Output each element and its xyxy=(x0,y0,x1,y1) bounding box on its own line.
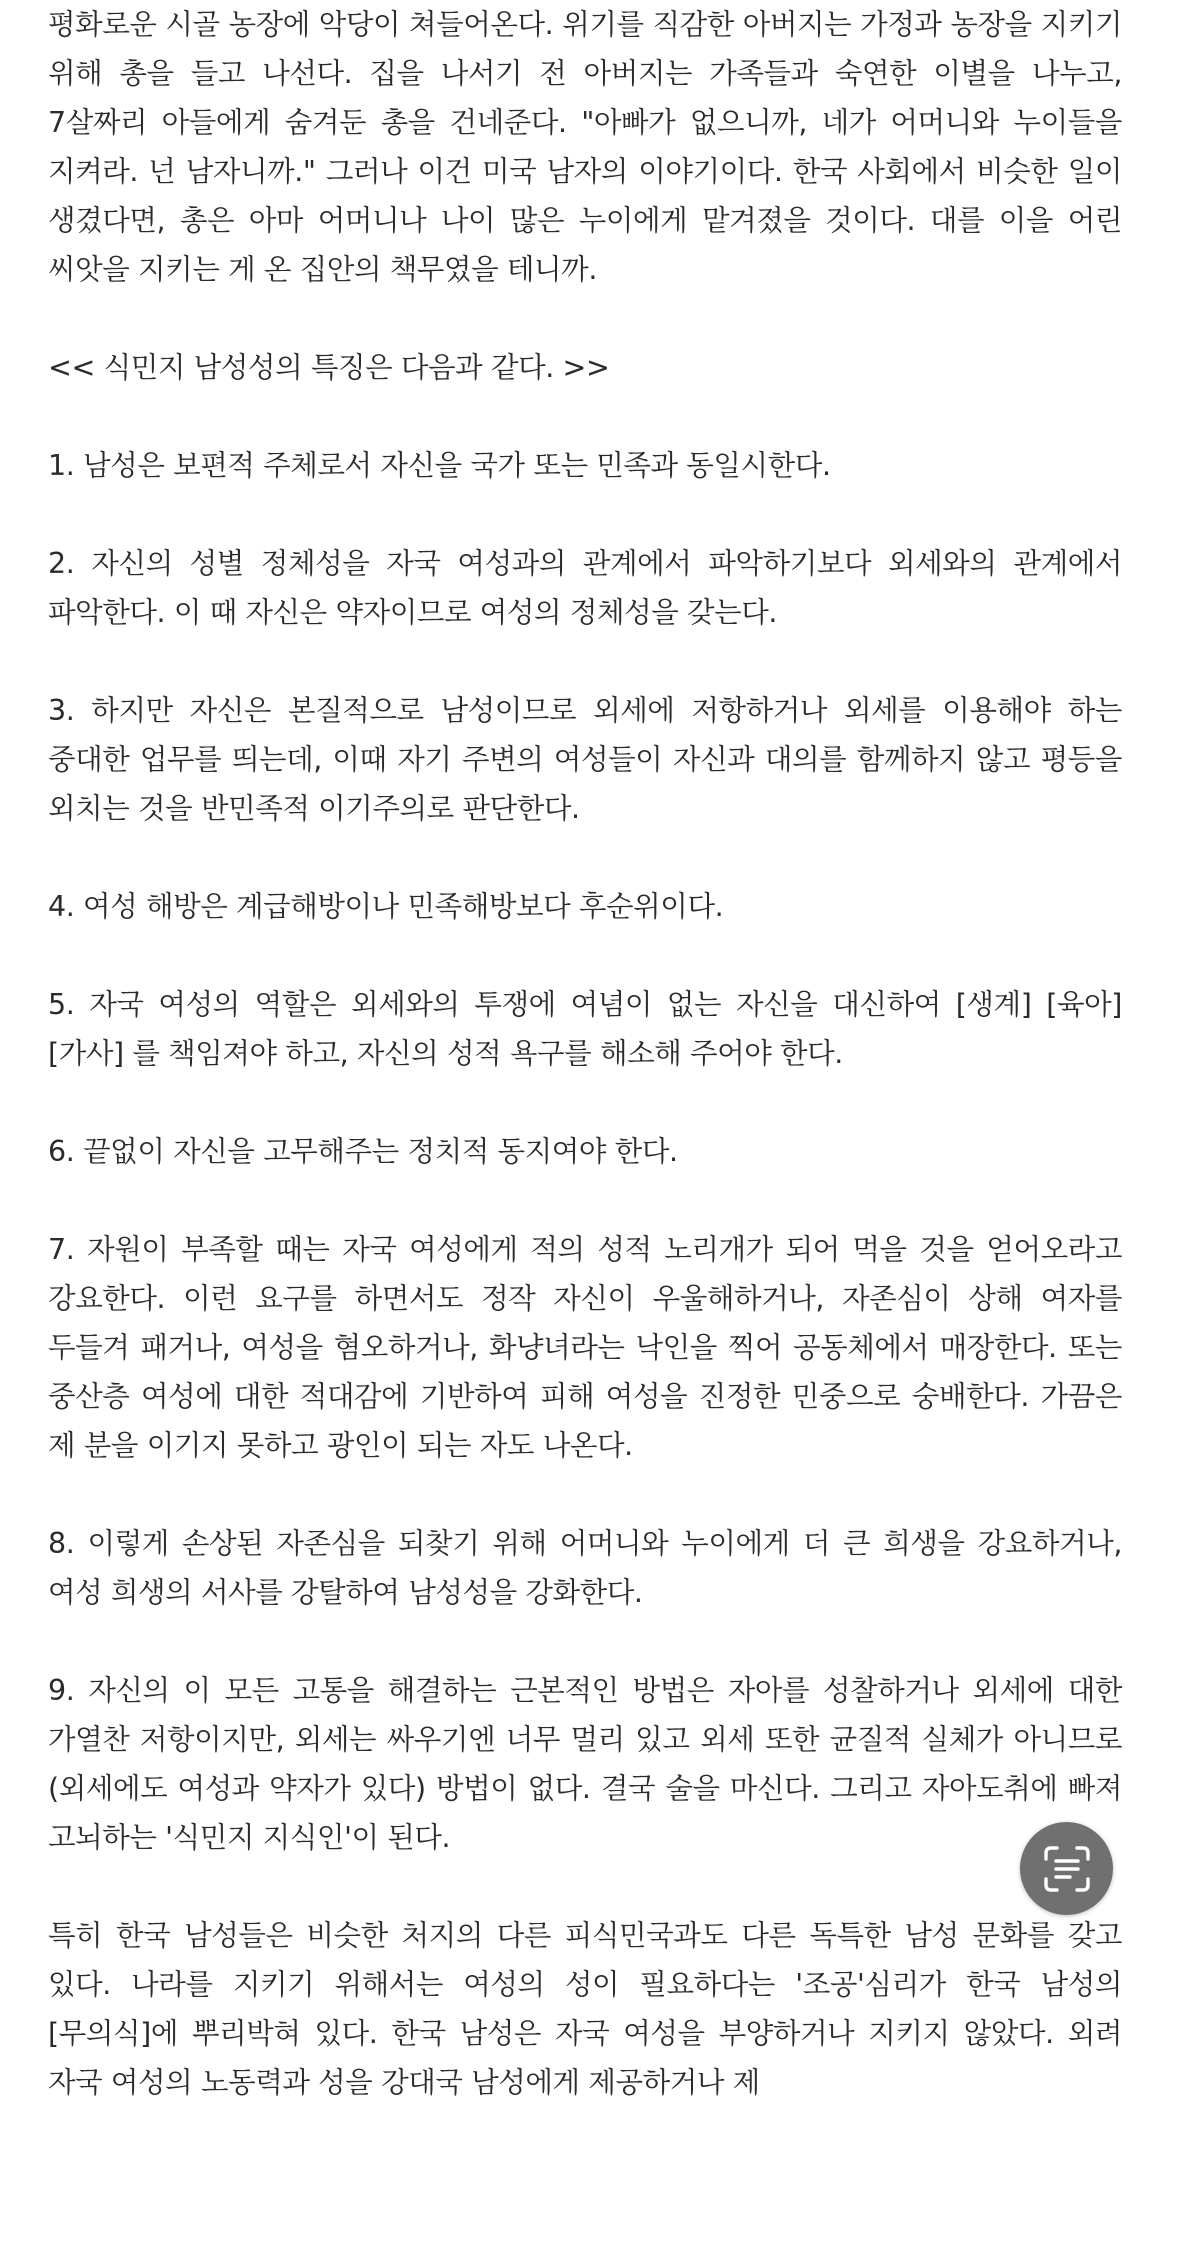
list-item-4: 4. 여성 해방은 계급해방이나 민족해방보다 후순위이다. xyxy=(48,890,724,923)
list-item-8: 8. 이렇게 손상된 자존심을 되찾기 위해 어머니와 누이에게 더 큰 희생을 강요하거나, 여성 희생의 서사를 강탈하여 남성성을 강화한다. xyxy=(48,1527,1122,1609)
list-item-7: 7. 자원이 부족할 때는 자국 여성에게 적의 성적 노리개가 되어 먹을 것을 얻어오라고 강요한다. 이런 요구를 하면서도 정작 자신이 우울해하거나, 자존심이 상해 여자를 두들겨 패거나, 여성을 혐오하거나, 화냥녀라는 낙인을 찍어 공동체에서 매장한다. 또는 중산층 여성에 대한 적대감에 기반하여 피해 여성을 진정한 민중으로 숭배한다. 가끔은 제 분을 이기지 못하고 광인이 되는 자도 나온다. xyxy=(48,1233,1122,1462)
list-item-5: 5. 자국 여성의 역할은 외세와의 투쟁에 여념이 없는 자신을 대신하여 [생계] [육아] [가사] 를 책임져야 하고, 자신의 성적 욕구를 해소해 주어야 한다. xyxy=(48,988,1122,1070)
paragraph-spacer xyxy=(48,392,1122,441)
paragraph-spacer xyxy=(48,1176,1122,1225)
text-scan-button[interactable] xyxy=(1020,1822,1113,1915)
section-heading: << 식민지 남성성의 특징은 다음과 같다. >> xyxy=(48,351,610,384)
list-item-2: 2. 자신의 성별 정체성을 자국 여성과의 관계에서 파악하기보다 외세와의 관계에서 파악한다. 이 때 자신은 약자이므로 여성의 정체성을 갖는다. xyxy=(48,547,1122,629)
text-scan-icon xyxy=(1040,1842,1094,1896)
closing-paragraph: 특히 한국 남성들은 비슷한 처지의 다른 피식민국과도 다른 독특한 남성 문화를 갖고 있다. 나라를 지키기 위해서는 여성의 성이 필요하다는 '조공'심리가 한국 남성의 [무의식]에 뿌리박혀 있다. 한국 남성은 자국 여성을 부양하거나 지키지 않았다. 외려 자국 여성의 노동력과 성을 강대국 남성에게 제공하거나 제 xyxy=(48,1919,1122,2099)
paragraph-spacer xyxy=(48,1470,1122,1519)
list-item-3: 3. 하지만 자신은 본질적으로 남성이므로 외세에 저항하거나 외세를 이용해야 하는 중대한 업무를 띄는데, 이때 자기 주변의 여성들이 자신과 대의를 함께하지 않고 평등을 외치는 것을 반민족적 이기주의로 판단한다. xyxy=(48,694,1122,825)
intro-paragraph: 평화로운 시골 농장에 악당이 쳐들어온다. 위기를 직감한 아버지는 가정과 농장을 지키기 위해 총을 들고 나선다. 집을 나서기 전 아버지는 가족들과 숙연한 이별을 나누고, 7살짜리 아들에게 숨겨둔 총을 건네준다. "아빠가 없으니까, 네가 어머니와 누이들을 지켜라. 넌 남자니까." 그러나 이건 미국 남자의 이야기이다. 한국 사회에서 비슷한 일이 생겼다면, 총은 아마 어머니나 나이 많은 누이에게 맡겨졌을 것이다. 대를 이을 어린 씨앗을 지키는 게 온 집안의 책무였을 테니까. xyxy=(48,8,1122,286)
paragraph-spacer xyxy=(48,833,1122,882)
list-item-9: 9. 자신의 이 모든 고통을 해결하는 근본적인 방법은 자아를 성찰하거나 외세에 대한 가열찬 저항이지만, 외세는 싸우기엔 너무 멀리 있고 외세 또한 균질적 실체가 아니므로(외세에도 여성과 약자가 있다) 방법이 없다. 결국 술을 마신다. 그리고 자아도취에 빠져 고뇌하는 '식민지 지식인'이 된다. xyxy=(48,1674,1122,1854)
paragraph-spacer xyxy=(48,931,1122,980)
paragraph-spacer xyxy=(48,1078,1122,1127)
article-body xyxy=(48,0,1122,2107)
paragraph-spacer xyxy=(48,1617,1122,1666)
paragraph-spacer xyxy=(48,1862,1122,1911)
list-item-1: 1. 남성은 보편적 주체로서 자신을 국가 또는 민족과 동일시한다. xyxy=(48,449,831,482)
list-item-6: 6. 끝없이 자신을 고무해주는 정치적 동지여야 한다. xyxy=(48,1135,678,1168)
paragraph-spacer xyxy=(48,294,1122,343)
paragraph-spacer xyxy=(48,637,1122,686)
paragraph-spacer xyxy=(48,490,1122,539)
